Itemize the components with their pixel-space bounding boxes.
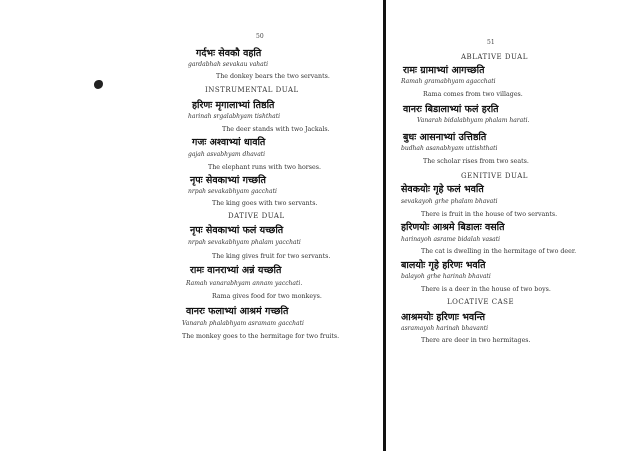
section-heading: INSTRUMENTAL DUAL	[205, 86, 299, 94]
page-binding-divider	[383, 0, 386, 451]
sanskrit-sentence: नृपः सेवकाभ्यां गच्छति	[190, 175, 266, 186]
transliteration: Ramah gramabhyam agacchati	[401, 78, 496, 85]
transliteration: budhah asanabhyam uttishthati	[401, 145, 498, 152]
english-translation: There are deer in two hermitages.	[421, 337, 531, 344]
page-number: 50	[256, 33, 264, 40]
section-heading: DATIVE DUAL	[228, 212, 285, 220]
transliteration: Vanarah phalabhyam asramam gacchati	[182, 320, 304, 327]
sanskrit-sentence: बालयोः गृहे हरिणः भवति	[401, 260, 486, 271]
sanskrit-sentence: हरिणः मृगालाभ्यां तिष्ठति	[192, 100, 275, 111]
english-translation: The donkey bears the two servants.	[216, 73, 330, 80]
transliteration: nrpah sevakabhyam gacchati	[188, 188, 277, 195]
transliteration: balayoh grhe harinah bhavati	[401, 273, 491, 280]
section-heading: GENITIVE DUAL	[461, 172, 528, 180]
transliteration: gajah asvabhyam dhavati	[188, 151, 266, 158]
sanskrit-sentence: बुधः आसनाभ्यां उत्तिष्ठति	[403, 132, 487, 143]
transliteration: nrpah sevakabhyam phalam yacchati	[188, 239, 301, 246]
transliteration: sevakayoh grhe phalam bhavati	[401, 198, 498, 205]
sanskrit-sentence: गजः अश्वाभ्यां धावति	[192, 137, 266, 148]
sanskrit-sentence: रामः वानराभ्यां अन्नं यच्छति	[190, 265, 282, 276]
sanskrit-sentence: नृपः सेवकाभ्यां फलं यच्छति	[190, 225, 284, 236]
sanskrit-sentence: गर्दभः सेवकौ वहति	[196, 48, 262, 59]
transliteration: Ramah vanarabhyam annam yacchati.	[186, 280, 303, 287]
english-translation: The king goes with two servants.	[212, 200, 318, 207]
sanskrit-sentence: वानरः बिडालाभ्यां फलं हरति	[403, 104, 499, 115]
english-translation: The deer stands with two Jackals.	[222, 126, 330, 133]
transliteration: asramayoh harinah bhavanti	[401, 325, 489, 332]
english-translation: The king gives fruit for two servants.	[212, 253, 331, 260]
section-heading: LOCATIVE CASE	[447, 298, 515, 306]
english-translation: Rama gives food for two monkeys.	[212, 293, 322, 300]
english-translation: The scholar rises from two seats.	[423, 158, 529, 165]
scan-ink-blot	[94, 80, 103, 89]
transliteration: gardabhah sevakau vahati	[188, 61, 269, 68]
english-translation: Rama comes from two villages.	[423, 91, 523, 98]
section-heading: ABLATIVE DUAL	[461, 53, 528, 61]
left-page	[150, 0, 365, 451]
sanskrit-sentence: आश्रमयोः हरिणाः भवन्ति	[401, 312, 486, 323]
sanskrit-sentence: वानरः फलाभ्यां आश्रमं गच्छति	[186, 306, 289, 317]
sanskrit-sentence: हरिणयोः आश्रमे बिडालः वसति	[401, 222, 505, 233]
right-page	[395, 0, 605, 451]
sanskrit-sentence: सेवकयोः गृहे फलं भवति	[401, 184, 484, 195]
english-translation: There is fruit in the house of two servants.	[421, 211, 558, 218]
english-translation: There is a deer in the house of two boys.	[421, 286, 551, 293]
page-number: 51	[487, 39, 495, 46]
transliteration: Vanarah bidalabhyam phalam harati.	[417, 117, 530, 124]
transliteration: harinah srgalabhyam tishthati	[188, 113, 281, 120]
transliteration: harinayoh asrame bidalah vasati	[401, 236, 501, 243]
english-translation: The monkey goes to the hermitage for two fruits.	[182, 333, 340, 340]
english-translation: The elephant runs with two horses.	[208, 164, 321, 171]
sanskrit-sentence: रामः ग्रामाभ्यां आगच्छति	[403, 65, 485, 76]
english-translation: The cat is dwelling in the hermitage of two deer.	[421, 248, 577, 255]
